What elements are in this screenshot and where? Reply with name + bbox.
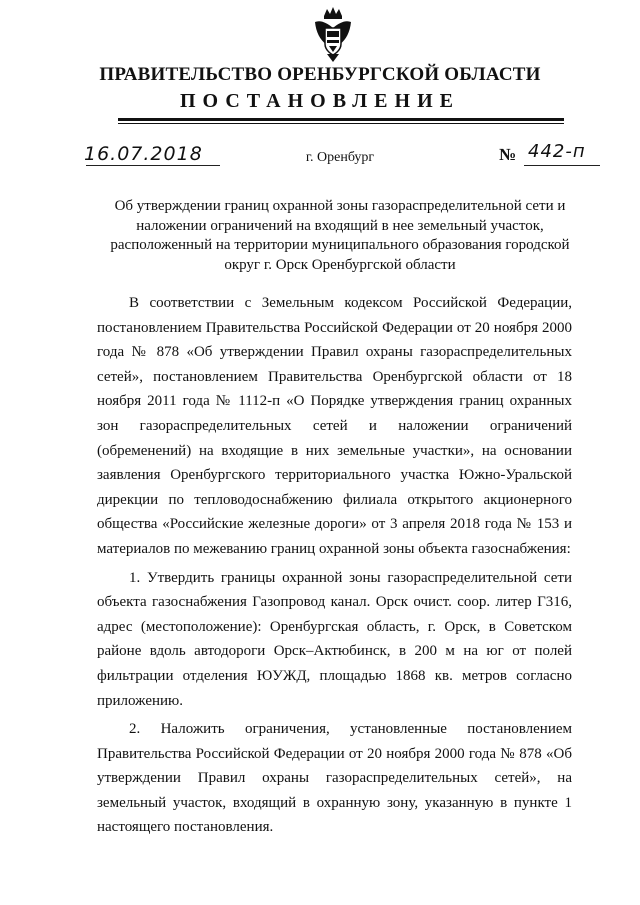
header-rule-thick (118, 118, 564, 121)
document-number: 442-п (528, 141, 586, 162)
document-subject: Об утверждении границ охранной зоны газораспределительной сети и наложении ограничений на входящий в нее земельный участок, расположенный на территории муниципального образования городской округ г. Орск Оренбургской области (110, 198, 570, 273)
document-city: г. Оренбург (305, 150, 375, 165)
preamble-paragraph: В соответствии с Земельным кодексом Российской Федерации, постановлением Правительства Российской Федерации от 20 ноября 2000 года № 878 «Об утверждении Правил охраны газораспределительных сетей», постановлением Правительства Оренбургской области от 18 ноября 2011 года № 1112-п «О Порядке утверждения границ охранных зон газораспределительных сетей и наложении ограничений (обременений) на входящие в них земельные участки», на основании заявления Оренбургского территориального участка Южно-Уральской дирекции по тепловодоснабжению филиала открытого акционерного общества «Российские железные дороги» от 3 апреля 2018 года № 153 и материалов по межеванию границ охранной зоны объекта газоснабжения: (97, 295, 572, 557)
date-underline (86, 165, 220, 166)
document-date: 16.07.2018 (84, 143, 203, 165)
clause-2-paragraph: 2. Наложить ограничения, установленные постановлением Правительства Российской Федерации от 20 ноября 2000 года № 878 «Об утверждении Правил охраны газораспределительных сетей», на земельный участок, входящий в охранную зону, указанную в пункте 1 настоящего постановления. (97, 721, 572, 836)
header-rule-thin (118, 123, 564, 124)
clause-1-paragraph: 1. Утвердить границы охранной зоны газораспределительной сети объекта газоснабжения Газопровод канал. Орск очист. соор. литер Г316, адрес (местоположение): Оренбургская область, г. Орск, в Советском районе вдоль автодороги Орск–Актюбинск, в 200 м на юг от полей фильтрации отделения ЮУЖД, площадью 1868 кв. метров согласно приложению. (97, 569, 572, 709)
coat-of-arms-icon (312, 6, 354, 64)
government-title: ПРАВИТЕЛЬСТВО ОРЕНБУРГСКОЙ ОБЛАСТИ (99, 64, 541, 85)
number-label: № (499, 145, 517, 164)
number-underline (524, 165, 600, 166)
document-body (97, 291, 572, 844)
document-type: ПОСТАНОВЛЕНИЕ (180, 90, 460, 112)
